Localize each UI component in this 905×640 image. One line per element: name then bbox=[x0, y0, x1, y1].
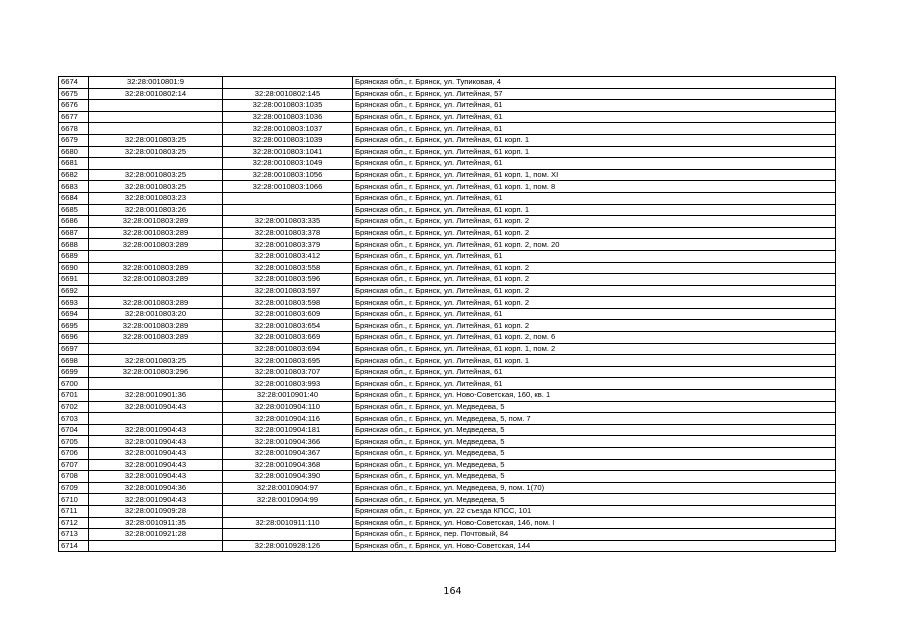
parcel-cadastral-number-cell: 32:28:0010803:23 bbox=[89, 192, 223, 204]
address-cell: Брянская обл., г. Брянск, ул. Литейная, 61 корп. 2 bbox=[353, 227, 836, 239]
table-row bbox=[59, 100, 836, 112]
parcel-cadastral-number-cell: 32:28:0010803:289 bbox=[89, 274, 223, 286]
parcel-cadastral-number-cell: 32:28:0010801:9 bbox=[89, 77, 223, 89]
record-number-cell: 6693 bbox=[59, 297, 89, 309]
parcel-cadastral-number-cell: 32:28:0010904:43 bbox=[89, 448, 223, 460]
record-number-cell: 6710 bbox=[59, 494, 89, 506]
object-cadastral-number-cell: 32:28:0010803:335 bbox=[223, 216, 353, 228]
object-cadastral-number-cell: 32:28:0010803:1041 bbox=[223, 146, 353, 158]
parcel-cadastral-number-cell bbox=[89, 111, 223, 123]
cadastral-registry-table bbox=[58, 76, 836, 552]
address-cell: Брянская обл., г. Брянск, ул. Литейная, 61 корп. 2, пом. 20 bbox=[353, 239, 836, 251]
object-cadastral-number-cell: 32:28:0010803:707 bbox=[223, 366, 353, 378]
address-cell: Брянская обл., г. Брянск, ул. Медведева, 5 bbox=[353, 494, 836, 506]
table-row bbox=[59, 332, 836, 344]
object-cadastral-number-cell: 32:28:0010803:695 bbox=[223, 355, 353, 367]
address-cell: Брянская обл., г. Брянск, ул. Литейная, 57 bbox=[353, 88, 836, 100]
address-cell: Брянская обл., г. Брянск, ул. Медведева, 9, пом. 1(70) bbox=[353, 482, 836, 494]
table-row bbox=[59, 274, 836, 286]
table-row bbox=[59, 192, 836, 204]
object-cadastral-number-cell: 32:28:0010904:366 bbox=[223, 436, 353, 448]
record-number-cell: 6688 bbox=[59, 239, 89, 251]
object-cadastral-number-cell: 32:28:0010803:1066 bbox=[223, 181, 353, 193]
table-row bbox=[59, 424, 836, 436]
table-row bbox=[59, 262, 836, 274]
record-number-cell: 6687 bbox=[59, 227, 89, 239]
table-row bbox=[59, 169, 836, 181]
object-cadastral-number-cell: 32:28:0010803:694 bbox=[223, 343, 353, 355]
address-cell: Брянская обл., г. Брянск, ул. Литейная, 61 bbox=[353, 378, 836, 390]
address-cell: Брянская обл., г. Брянск, ул. Литейная, 61 корп. 1, пом. 8 bbox=[353, 181, 836, 193]
object-cadastral-number-cell bbox=[223, 192, 353, 204]
object-cadastral-number-cell: 32:28:0010803:1049 bbox=[223, 158, 353, 170]
table-row bbox=[59, 505, 836, 517]
table-row bbox=[59, 343, 836, 355]
object-cadastral-number-cell: 32:28:0010803:1056 bbox=[223, 169, 353, 181]
address-cell: Брянская обл., г. Брянск, ул. Литейная, 61 корп. 2 bbox=[353, 320, 836, 332]
address-cell: Брянская обл., г. Брянск, ул. Литейная, 61 bbox=[353, 308, 836, 320]
table-row bbox=[59, 297, 836, 309]
record-number-cell: 6701 bbox=[59, 390, 89, 402]
record-number-cell: 6685 bbox=[59, 204, 89, 216]
parcel-cadastral-number-cell bbox=[89, 158, 223, 170]
object-cadastral-number-cell: 32:28:0010803:412 bbox=[223, 250, 353, 262]
table-row bbox=[59, 540, 836, 552]
object-cadastral-number-cell: 32:28:0010803:1037 bbox=[223, 123, 353, 135]
record-number-cell: 6690 bbox=[59, 262, 89, 274]
parcel-cadastral-number-cell: 32:28:0010803:289 bbox=[89, 297, 223, 309]
table-row bbox=[59, 250, 836, 262]
address-cell: Брянская обл., г. Брянск, ул. Литейная, 61 bbox=[353, 250, 836, 262]
object-cadastral-number-cell: 32:28:0010904:368 bbox=[223, 459, 353, 471]
object-cadastral-number-cell: 32:28:0010904:367 bbox=[223, 448, 353, 460]
table-row bbox=[59, 529, 836, 541]
object-cadastral-number-cell: 32:28:0010803:1035 bbox=[223, 100, 353, 112]
parcel-cadastral-number-cell bbox=[89, 100, 223, 112]
table-row bbox=[59, 494, 836, 506]
address-cell: Брянская обл., г. Брянск, ул. Литейная, 61 корп. 1, пом. XI bbox=[353, 169, 836, 181]
table-row bbox=[59, 146, 836, 158]
record-number-cell: 6678 bbox=[59, 123, 89, 135]
parcel-cadastral-number-cell: 32:28:0010803:289 bbox=[89, 320, 223, 332]
table-row bbox=[59, 285, 836, 297]
record-number-cell: 6680 bbox=[59, 146, 89, 158]
object-cadastral-number-cell: 32:28:0010803:609 bbox=[223, 308, 353, 320]
address-cell: Брянская обл., г. Брянск, ул. Литейная, 61 корп. 1 bbox=[353, 134, 836, 146]
address-cell: Брянская обл., г. Брянск, ул. Литейная, 61 bbox=[353, 123, 836, 135]
record-number-cell: 6695 bbox=[59, 320, 89, 332]
address-cell: Брянская обл., г. Брянск, ул. Литейная, 61 bbox=[353, 192, 836, 204]
record-number-cell: 6686 bbox=[59, 216, 89, 228]
parcel-cadastral-number-cell: 32:28:0010803:289 bbox=[89, 262, 223, 274]
address-cell: Брянская обл., г. Брянск, ул. Медведева, 5 bbox=[353, 471, 836, 483]
record-number-cell: 6692 bbox=[59, 285, 89, 297]
object-cadastral-number-cell: 32:28:0010904:181 bbox=[223, 424, 353, 436]
parcel-cadastral-number-cell: 32:28:0010904:43 bbox=[89, 459, 223, 471]
table-row bbox=[59, 482, 836, 494]
record-number-cell: 6681 bbox=[59, 158, 89, 170]
table-row bbox=[59, 436, 836, 448]
object-cadastral-number-cell: 32:28:0010928:126 bbox=[223, 540, 353, 552]
address-cell: Брянская обл., г. Брянск, ул. Медведева, 5 bbox=[353, 436, 836, 448]
object-cadastral-number-cell: 32:28:0010803:654 bbox=[223, 320, 353, 332]
object-cadastral-number-cell: 32:28:0010904:116 bbox=[223, 413, 353, 425]
parcel-cadastral-number-cell: 32:28:0010904:43 bbox=[89, 471, 223, 483]
parcel-cadastral-number-cell: 32:28:0010803:296 bbox=[89, 366, 223, 378]
registry-table-body bbox=[59, 77, 836, 552]
object-cadastral-number-cell: 32:28:0010803:669 bbox=[223, 332, 353, 344]
table-row bbox=[59, 471, 836, 483]
parcel-cadastral-number-cell: 32:28:0010904:43 bbox=[89, 401, 223, 413]
table-row bbox=[59, 401, 836, 413]
table-row bbox=[59, 134, 836, 146]
record-number-cell: 6712 bbox=[59, 517, 89, 529]
record-number-cell: 6698 bbox=[59, 355, 89, 367]
parcel-cadastral-number-cell: 32:28:0010904:43 bbox=[89, 436, 223, 448]
address-cell: Брянская обл., г. Брянск, ул. Литейная, 61 корп. 1, пом. 2 bbox=[353, 343, 836, 355]
object-cadastral-number-cell: 32:28:0010803:378 bbox=[223, 227, 353, 239]
parcel-cadastral-number-cell bbox=[89, 343, 223, 355]
address-cell: Брянская обл., г. Брянск, ул. Литейная, 61 корп. 1 bbox=[353, 355, 836, 367]
parcel-cadastral-number-cell bbox=[89, 413, 223, 425]
record-number-cell: 6706 bbox=[59, 448, 89, 460]
address-cell: Брянская обл., г. Брянск, ул. Литейная, 61 bbox=[353, 158, 836, 170]
record-number-cell: 6684 bbox=[59, 192, 89, 204]
object-cadastral-number-cell: 32:28:0010904:110 bbox=[223, 401, 353, 413]
address-cell: Брянская обл., г. Брянск, ул. 22 съезда КПСС, 101 bbox=[353, 505, 836, 517]
parcel-cadastral-number-cell: 32:28:0010802:14 bbox=[89, 88, 223, 100]
table-row bbox=[59, 366, 836, 378]
table-row bbox=[59, 77, 836, 89]
address-cell: Брянская обл., г. Брянск, ул. Литейная, 61 корп. 1 bbox=[353, 146, 836, 158]
record-number-cell: 6703 bbox=[59, 413, 89, 425]
object-cadastral-number-cell: 32:28:0010904:99 bbox=[223, 494, 353, 506]
parcel-cadastral-number-cell: 32:28:0010803:25 bbox=[89, 146, 223, 158]
address-cell: Брянская обл., г. Брянск, ул. Литейная, 61 корп. 2 bbox=[353, 274, 836, 286]
record-number-cell: 6682 bbox=[59, 169, 89, 181]
record-number-cell: 6707 bbox=[59, 459, 89, 471]
object-cadastral-number-cell: 32:28:0010911:110 bbox=[223, 517, 353, 529]
page-number: 164 bbox=[443, 586, 462, 597]
parcel-cadastral-number-cell bbox=[89, 285, 223, 297]
object-cadastral-number-cell: 32:28:0010803:558 bbox=[223, 262, 353, 274]
parcel-cadastral-number-cell: 32:28:0010803:20 bbox=[89, 308, 223, 320]
parcel-cadastral-number-cell bbox=[89, 378, 223, 390]
table-row bbox=[59, 448, 836, 460]
table-row bbox=[59, 88, 836, 100]
record-number-cell: 6708 bbox=[59, 471, 89, 483]
object-cadastral-number-cell: 32:28:0010803:598 bbox=[223, 297, 353, 309]
object-cadastral-number-cell: 32:28:0010802:145 bbox=[223, 88, 353, 100]
address-cell: Брянская обл., г. Брянск, ул. Ново-Советская, 160, кв. 1 bbox=[353, 390, 836, 402]
object-cadastral-number-cell: 32:28:0010901:40 bbox=[223, 390, 353, 402]
address-cell: Брянская обл., г. Брянск, ул. Литейная, 61 bbox=[353, 111, 836, 123]
record-number-cell: 6696 bbox=[59, 332, 89, 344]
parcel-cadastral-number-cell bbox=[89, 540, 223, 552]
record-number-cell: 6699 bbox=[59, 366, 89, 378]
table-row bbox=[59, 355, 836, 367]
table-row bbox=[59, 239, 836, 251]
parcel-cadastral-number-cell: 32:28:0010911:35 bbox=[89, 517, 223, 529]
record-number-cell: 6697 bbox=[59, 343, 89, 355]
address-cell: Брянская обл., г. Брянск, ул. Литейная, 61 корп. 1 bbox=[353, 204, 836, 216]
table-row bbox=[59, 378, 836, 390]
parcel-cadastral-number-cell: 32:28:0010901:36 bbox=[89, 390, 223, 402]
address-cell: Брянская обл., г. Брянск, ул. Тупиковая, 4 bbox=[353, 77, 836, 89]
parcel-cadastral-number-cell: 32:28:0010921:28 bbox=[89, 529, 223, 541]
table-row bbox=[59, 413, 836, 425]
parcel-cadastral-number-cell: 32:28:0010803:289 bbox=[89, 227, 223, 239]
address-cell: Брянская обл., г. Брянск, ул. Медведева, 5 bbox=[353, 448, 836, 460]
object-cadastral-number-cell: 32:28:0010803:993 bbox=[223, 378, 353, 390]
address-cell: Брянская обл., г. Брянск, ул. Ново-Советская, 144 bbox=[353, 540, 836, 552]
object-cadastral-number-cell: 32:28:0010803:597 bbox=[223, 285, 353, 297]
record-number-cell: 6674 bbox=[59, 77, 89, 89]
parcel-cadastral-number-cell: 32:28:0010803:25 bbox=[89, 169, 223, 181]
parcel-cadastral-number-cell: 32:28:0010909:28 bbox=[89, 505, 223, 517]
record-number-cell: 6676 bbox=[59, 100, 89, 112]
address-cell: Брянская обл., г. Брянск, ул. Литейная, 61 bbox=[353, 366, 836, 378]
record-number-cell: 6691 bbox=[59, 274, 89, 286]
record-number-cell: 6702 bbox=[59, 401, 89, 413]
table-row bbox=[59, 181, 836, 193]
parcel-cadastral-number-cell: 32:28:0010803:25 bbox=[89, 134, 223, 146]
table-row bbox=[59, 227, 836, 239]
parcel-cadastral-number-cell bbox=[89, 250, 223, 262]
parcel-cadastral-number-cell: 32:28:0010904:36 bbox=[89, 482, 223, 494]
record-number-cell: 6704 bbox=[59, 424, 89, 436]
object-cadastral-number-cell bbox=[223, 77, 353, 89]
address-cell: Брянская обл., г. Брянск, ул. Литейная, 61 bbox=[353, 100, 836, 112]
parcel-cadastral-number-cell: 32:28:0010803:289 bbox=[89, 239, 223, 251]
object-cadastral-number-cell: 32:28:0010803:1039 bbox=[223, 134, 353, 146]
table-row bbox=[59, 111, 836, 123]
object-cadastral-number-cell: 32:28:0010904:390 bbox=[223, 471, 353, 483]
address-cell: Брянская обл., г. Брянск, ул. Литейная, 61 корп. 2 bbox=[353, 262, 836, 274]
table-row bbox=[59, 123, 836, 135]
parcel-cadastral-number-cell: 32:28:0010803:289 bbox=[89, 332, 223, 344]
address-cell: Брянская обл., г. Брянск, пер. Почтовый, 84 bbox=[353, 529, 836, 541]
address-cell: Брянская обл., г. Брянск, ул. Литейная, 61 корп. 2 bbox=[353, 297, 836, 309]
parcel-cadastral-number-cell: 32:28:0010803:26 bbox=[89, 204, 223, 216]
record-number-cell: 6700 bbox=[59, 378, 89, 390]
table-row bbox=[59, 158, 836, 170]
address-cell: Брянская обл., г. Брянск, ул. Литейная, 61 корп. 2 bbox=[353, 285, 836, 297]
parcel-cadastral-number-cell: 32:28:0010803:289 bbox=[89, 216, 223, 228]
table-row bbox=[59, 308, 836, 320]
table-row bbox=[59, 216, 836, 228]
record-number-cell: 6713 bbox=[59, 529, 89, 541]
address-cell: Брянская обл., г. Брянск, ул. Медведева, 5, пом. 7 bbox=[353, 413, 836, 425]
record-number-cell: 6677 bbox=[59, 111, 89, 123]
object-cadastral-number-cell: 32:28:0010904:97 bbox=[223, 482, 353, 494]
record-number-cell: 6714 bbox=[59, 540, 89, 552]
parcel-cadastral-number-cell bbox=[89, 123, 223, 135]
record-number-cell: 6689 bbox=[59, 250, 89, 262]
address-cell: Брянская обл., г. Брянск, ул. Литейная, 61 корп. 2 bbox=[353, 216, 836, 228]
record-number-cell: 6683 bbox=[59, 181, 89, 193]
record-number-cell: 6679 bbox=[59, 134, 89, 146]
table-row bbox=[59, 517, 836, 529]
address-cell: Брянская обл., г. Брянск, ул. Медведева, 5 bbox=[353, 459, 836, 471]
object-cadastral-number-cell: 32:28:0010803:379 bbox=[223, 239, 353, 251]
parcel-cadastral-number-cell: 32:28:0010904:43 bbox=[89, 494, 223, 506]
parcel-cadastral-number-cell: 32:28:0010803:25 bbox=[89, 181, 223, 193]
object-cadastral-number-cell bbox=[223, 505, 353, 517]
table-row bbox=[59, 390, 836, 402]
object-cadastral-number-cell: 32:28:0010803:1036 bbox=[223, 111, 353, 123]
parcel-cadastral-number-cell: 32:28:0010904:43 bbox=[89, 424, 223, 436]
address-cell: Брянская обл., г. Брянск, ул. Ново-Советская, 146, пом. I bbox=[353, 517, 836, 529]
address-cell: Брянская обл., г. Брянск, ул. Медведева, 5 bbox=[353, 424, 836, 436]
record-number-cell: 6709 bbox=[59, 482, 89, 494]
record-number-cell: 6694 bbox=[59, 308, 89, 320]
address-cell: Брянская обл., г. Брянск, ул. Медведева, 5 bbox=[353, 401, 836, 413]
parcel-cadastral-number-cell: 32:28:0010803:25 bbox=[89, 355, 223, 367]
address-cell: Брянская обл., г. Брянск, ул. Литейная, 61 корп. 2, пом. 6 bbox=[353, 332, 836, 344]
object-cadastral-number-cell: 32:28:0010803:596 bbox=[223, 274, 353, 286]
record-number-cell: 6711 bbox=[59, 505, 89, 517]
object-cadastral-number-cell bbox=[223, 204, 353, 216]
table-row bbox=[59, 459, 836, 471]
record-number-cell: 6705 bbox=[59, 436, 89, 448]
record-number-cell: 6675 bbox=[59, 88, 89, 100]
table-row bbox=[59, 320, 836, 332]
table-row bbox=[59, 204, 836, 216]
object-cadastral-number-cell bbox=[223, 529, 353, 541]
